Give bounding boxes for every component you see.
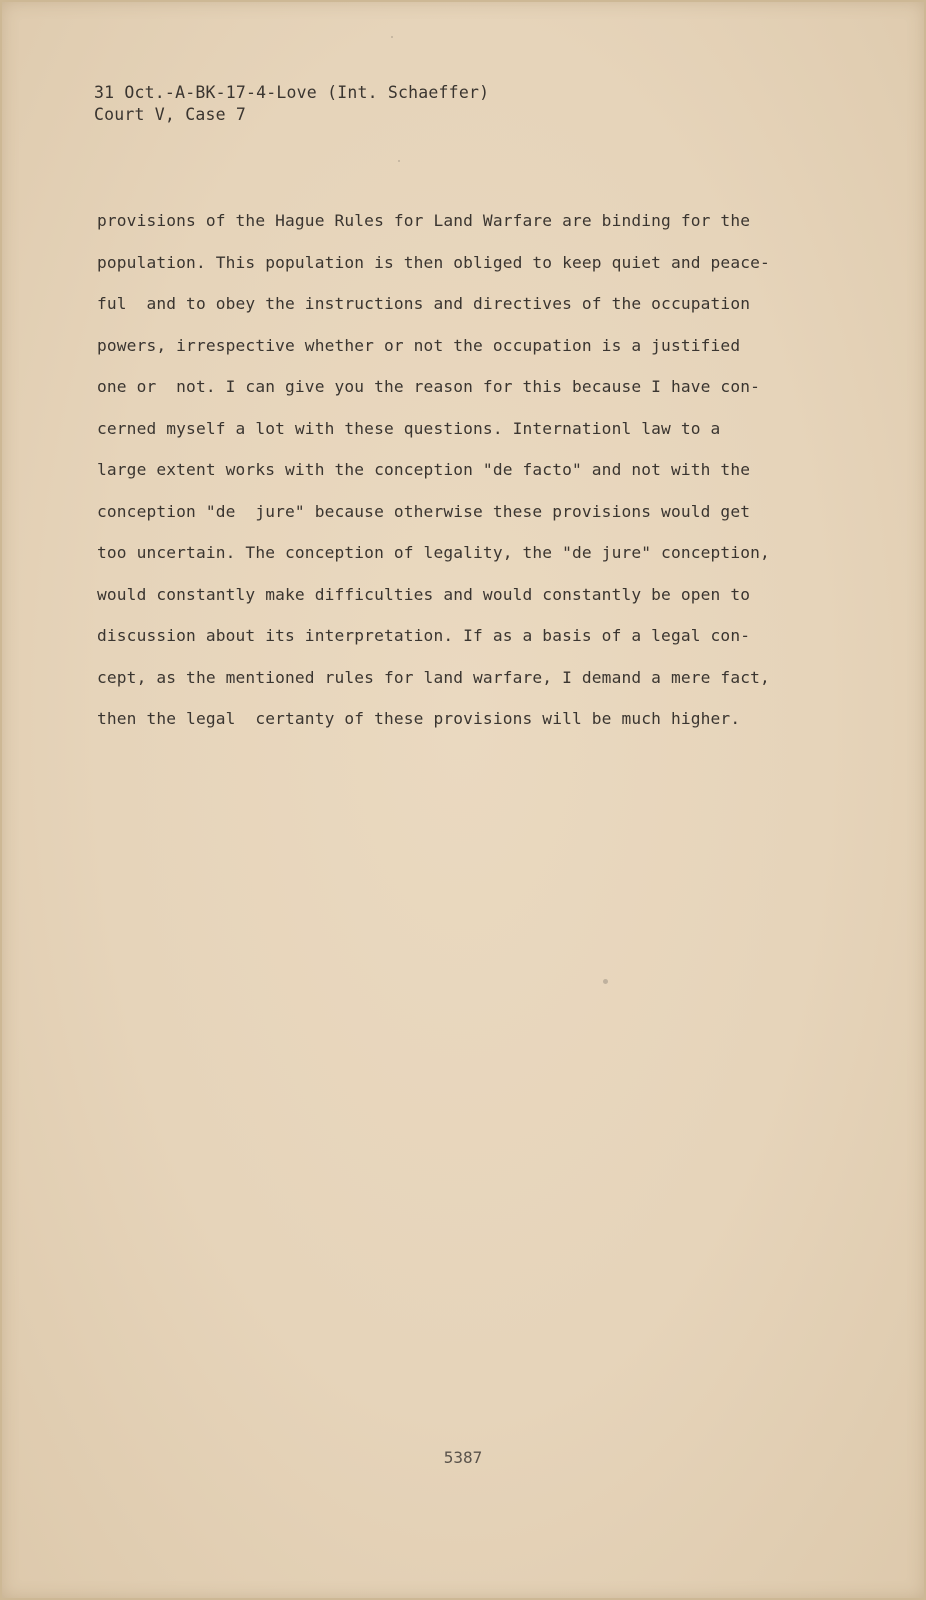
body-line: cerned myself a lot with these questions. Internationl law to a [97, 418, 721, 438]
paper-speck [398, 160, 400, 162]
body-line: then the legal certanty of these provisions will be much higher. [97, 709, 741, 728]
header-reference: 31 Oct.-A-BK-17-4-Love (Int. Schaeffer) [94, 83, 490, 102]
body-line: large extent works with the conception "de facto" and not with the [97, 460, 751, 479]
body-line: powers, irrespective whether or not the occupation is a justified [97, 335, 741, 355]
document-header [94, 82, 489, 126]
body-line: provisions of the Hague Rules for Land Warfare are binding for the [97, 211, 751, 230]
paper-speck [603, 979, 608, 984]
body-line: too uncertain. The conception of legality, the "de jure" conception, [97, 543, 770, 562]
body-line: conception "de jure" because otherwise these provisions would get [97, 501, 751, 521]
body-line: one or not. I can give you the reason for this because I have con- [97, 377, 761, 396]
body-line: ful and to obey the instructions and directives of the occupation [97, 294, 751, 313]
body-line: would constantly make difficulties and would constantly be open to [97, 584, 751, 604]
body-text [97, 200, 817, 740]
paper-speck [391, 36, 393, 38]
body-line: discussion about its interpretation. If as a basis of a legal con- [97, 626, 751, 645]
body-line: cept, as the mentioned rules for land warfare, I demand a mere fact, [97, 667, 770, 687]
header-court: Court V, Case 7 [94, 105, 247, 124]
body-line: population. This population is then obliged to keep quiet and peace- [97, 252, 770, 272]
page-number: 5387 [443, 1448, 483, 1467]
